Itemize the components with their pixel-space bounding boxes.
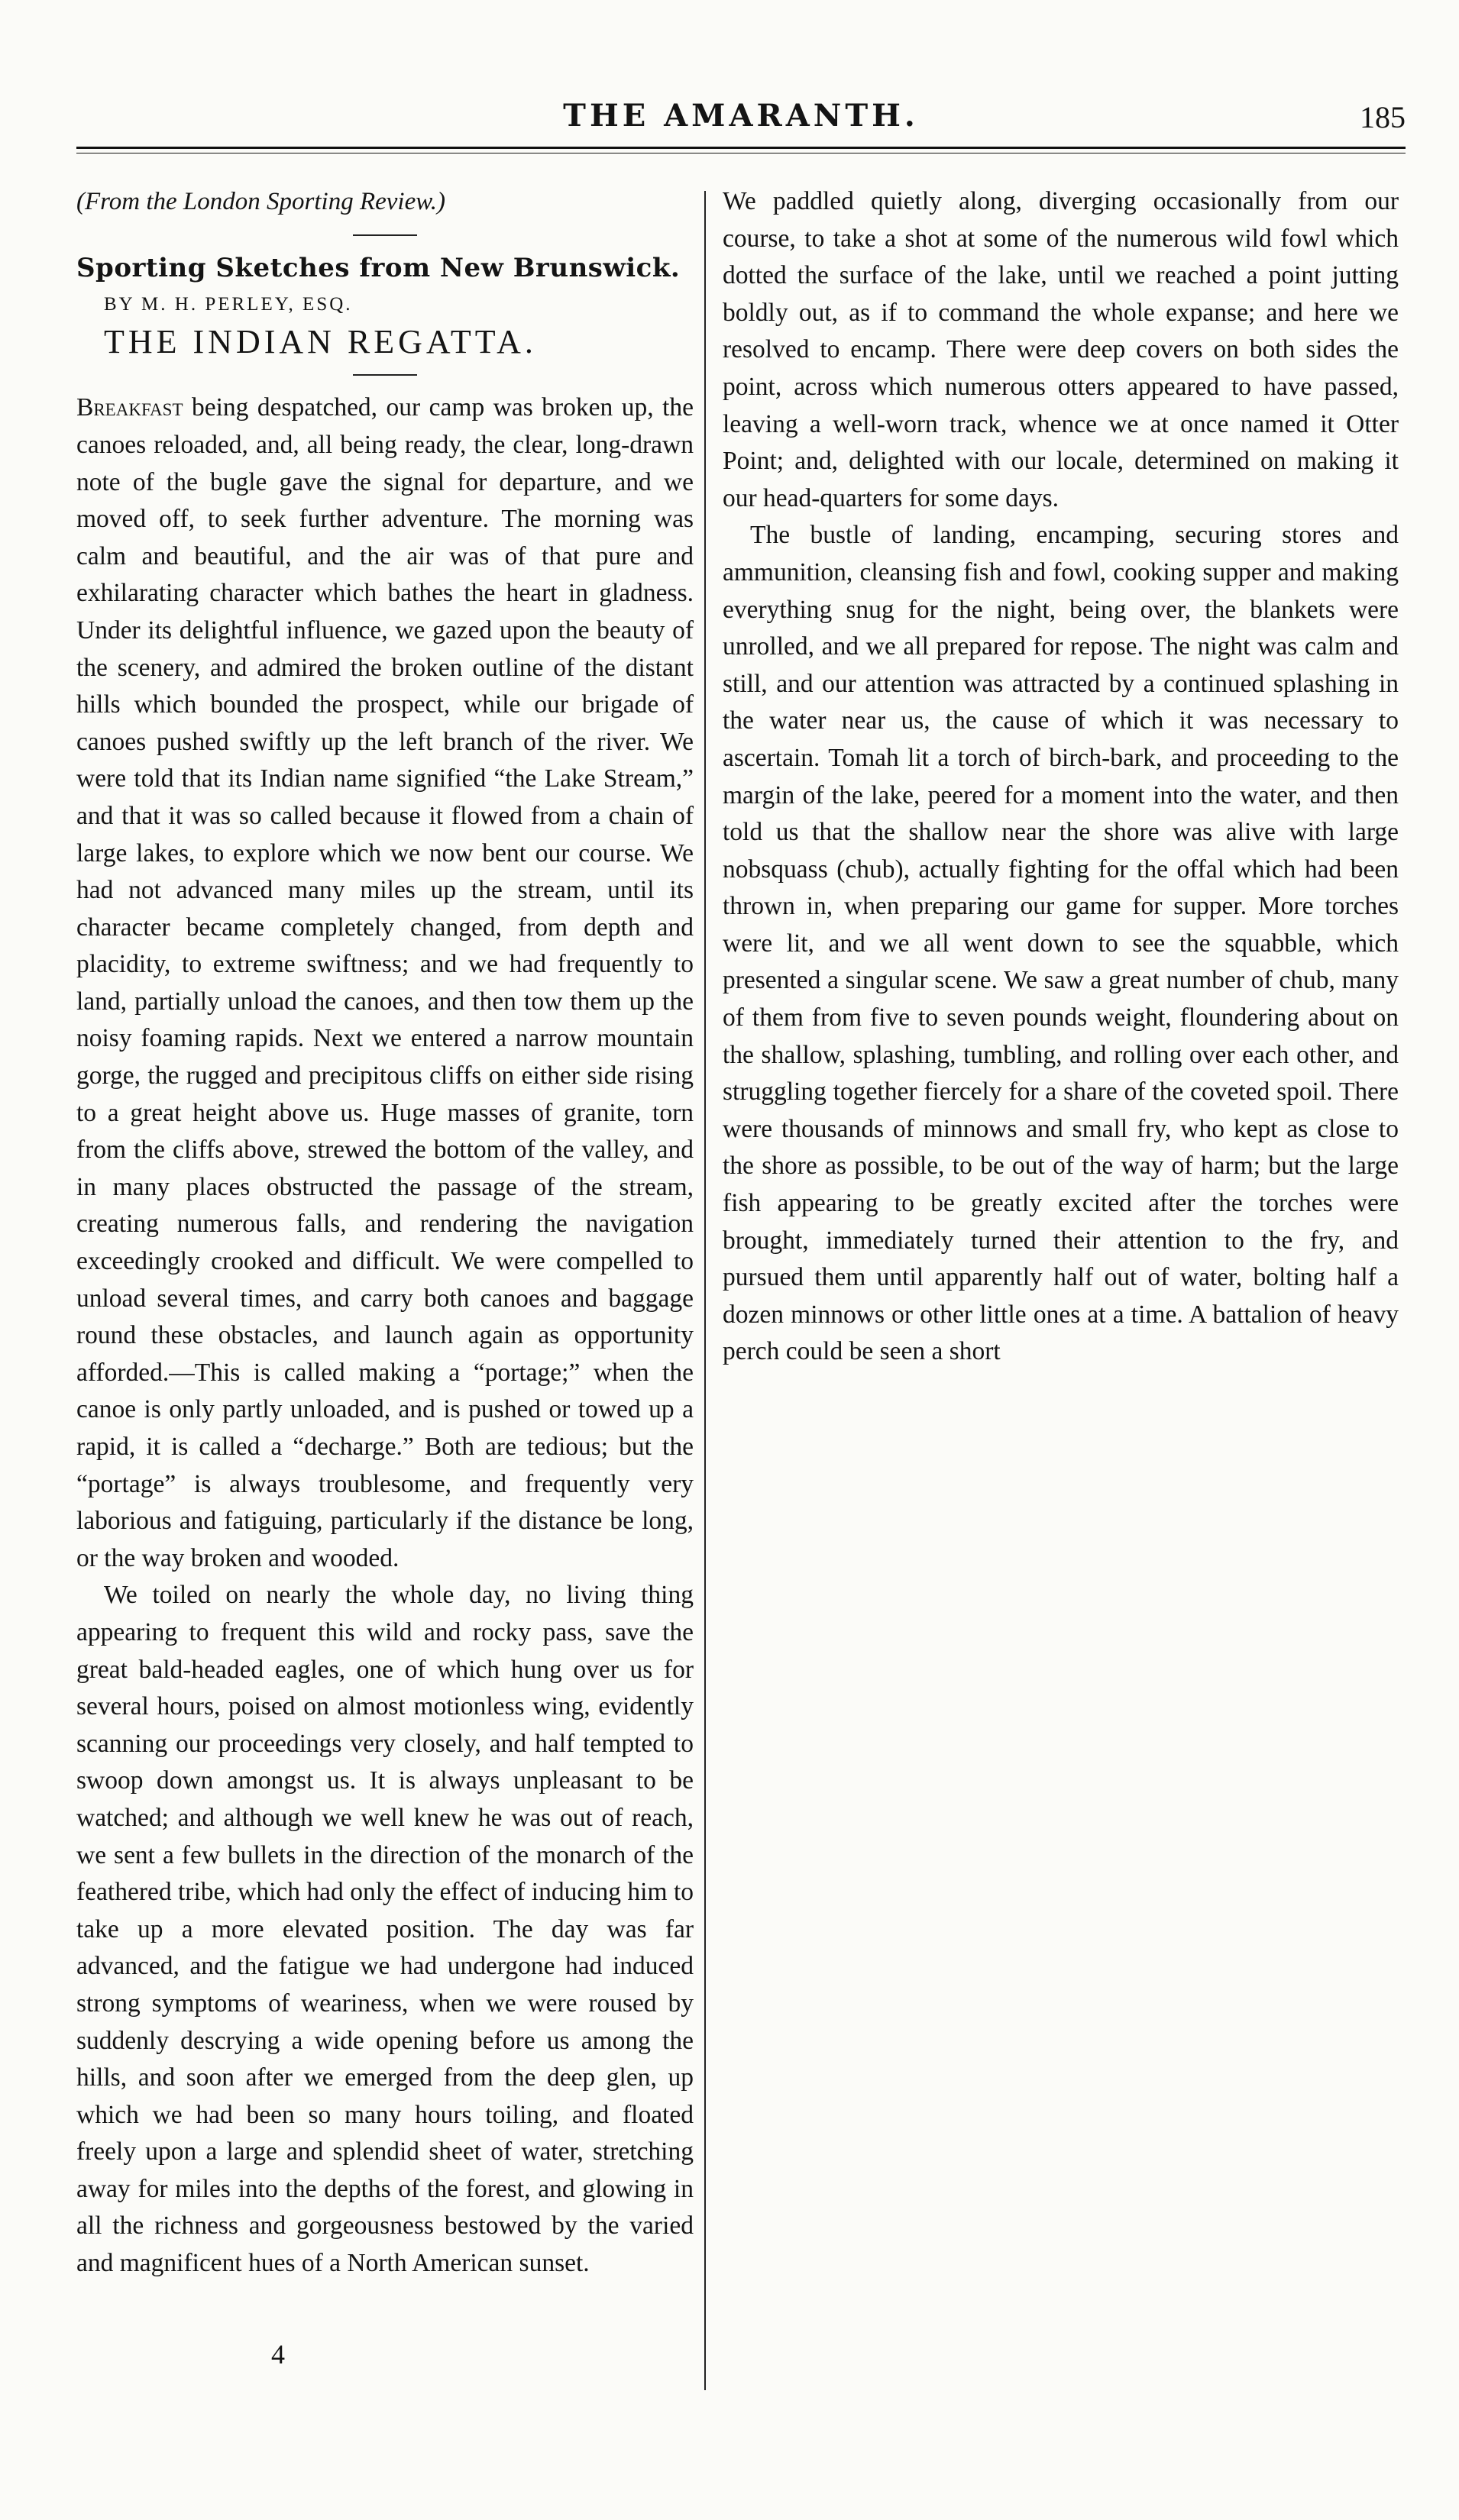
paragraph-1-text: being despatched, our camp was broken up, the canoes reloaded, and, all being ready, the clear, long-drawn note of the bugle gave the signal for departure, and we moved off, to seek further adventure. The morning was calm and beautiful, and the air was of that pure and exhilarating character which bathes the heart in gladness. Under its delightful influence, we gazed upon the beauty of the scenery, and admired the broken outline of the distant hills which bounded the prospect, while our brigade of canoes pushed swiftly up the left branch of the river. We were told that its Indian name signified “the Lake Stream,” and that it was so called because it flowed from a chain of large lakes, to explore which we now bent our course. We had not advanced many miles up the stream, until its character became completely changed, from depth and placidity, to extreme swiftness; and we had frequently to land, partially unload the canoes, and then tow them up the noisy foaming rapids. Next we entered a narrow mountain gorge, the rugged and precipitous cliffs on either side rising to a great height above us. Huge masses of granite, torn from the cliffs above, strewed the bottom of the valley, and in many places obstructed the passage of the stream, creating numerous falls, and rendering the navigation exceedingly crooked and difficult. We were compelled to unload several times, and carry both canoes and baggage round these obstacles, and launch again as opportunity afforded.—This is called making a “portage;” when the canoe is only partly unloaded, and is pushed or towed up a rapid, it is called a “decharge.” Both are tedious; but the “portage” is always troublesome, and frequently very laborious and fatiguing, particularly if the distance be long, or the way broken and wooded. (76, 393, 694, 1572)
source-note: (From the London Sporting Review.) (76, 188, 446, 215)
running-title: THE AMARANTH. (563, 98, 919, 134)
short-rule-bottom (353, 374, 417, 376)
paragraph-1 (76, 389, 694, 1577)
article-title: THE INDIAN REGATTA. (104, 322, 537, 360)
paragraph-3: We paddled quietly along, diverging occasionally from our course, to take a shot at some of the numerous wild fowl which dotted the surface of the lake, until we reached a point jutting boldly out, as if to command the whole expanse; and here we resolved to encamp. There were deep covers on both sides the point, across which numerous otters appeared to have passed, leaving a well-worn track, whence we at once named it Otter Point; and, delighted with our locale, determined on making it our head-quarters for some days. (723, 187, 1399, 512)
series-title: Sporting Sketches from New Brunswick. (76, 252, 681, 283)
header-rule-thick (76, 147, 1406, 149)
lead-word: Breakfast (76, 393, 183, 422)
page-number: 185 (1360, 100, 1406, 134)
right-column (723, 183, 1399, 1371)
left-column (76, 183, 694, 2283)
paragraph-2: We toiled on nearly the whole day, no living thing appearing to frequent this wild and rocky pass, save the great bald-headed eagles, one of which hung over us for several hours, poised on almost motionless wing, evidently scanning our proceedings very closely, and half tempted to swoop down amongst us. It is always unpleasant to be watched; and although we well knew he was out of reach, we sent a few bullets in the direction of the monarch of the feathered tribe, which had only the effect of inducing him to take up a more elevated position. The day was far advanced, and the fatigue we had undergone had induced strong symptoms of weariness, when we were roused by suddenly descrying a wide opening before us among the hills, and soon after we emerged from the deep glen, up which we had been so many hours toiling, and floated freely upon a large and splendid sheet of water, stretching away for miles into the depths of the forest, and glowing in all the richness and gorgeousness bestowed by the varied and magnificent hues of a North American sunset. (76, 1581, 694, 2278)
page-header (76, 98, 1406, 144)
column-divider (704, 191, 706, 2390)
byline: BY M. H. PERLEY, ESQ. (104, 294, 353, 315)
paragraph-4: The bustle of landing, encamping, securing stores and ammunition, cleansing fish and fowl, cooking supper and making everything snug for the night, being over, the blankets were unrolled, and we all prepared for repose. The night was calm and still, and our attention was attracted by a continued splashing in the water near us, the cause of which it was necessary to ascertain. Tomah lit a torch of birch-bark, and proceeding to the margin of the lake, peered for a moment into the water, and then told us that the shallow near the shore was alive with large nobsquass (chub), actually fighting for the offal which had been thrown in, when preparing our game for supper. More torches were lit, and we all went down to see the squabble, which presented a singular scene. We saw a great number of chub, many of them from five to seven pounds weight, floundering about on the shallow, splashing, tumbling, and rolling over each other, and struggling together fiercely for a share of the coveted spoil. There were thousands of minnows and small fry, who kept as close to the shore as possible, to be out of the way of harm; but the large fish appearing to be greatly excited after the torches were brought, immediately turned their attention to the fry, and pursued them until apparently half out of water, bolting half a dozen minnows or other little ones at a time. A battalion of heavy perch could be seen a short (723, 521, 1399, 1366)
signature-mark: 4 (271, 2339, 285, 2370)
short-rule-top (353, 234, 417, 236)
